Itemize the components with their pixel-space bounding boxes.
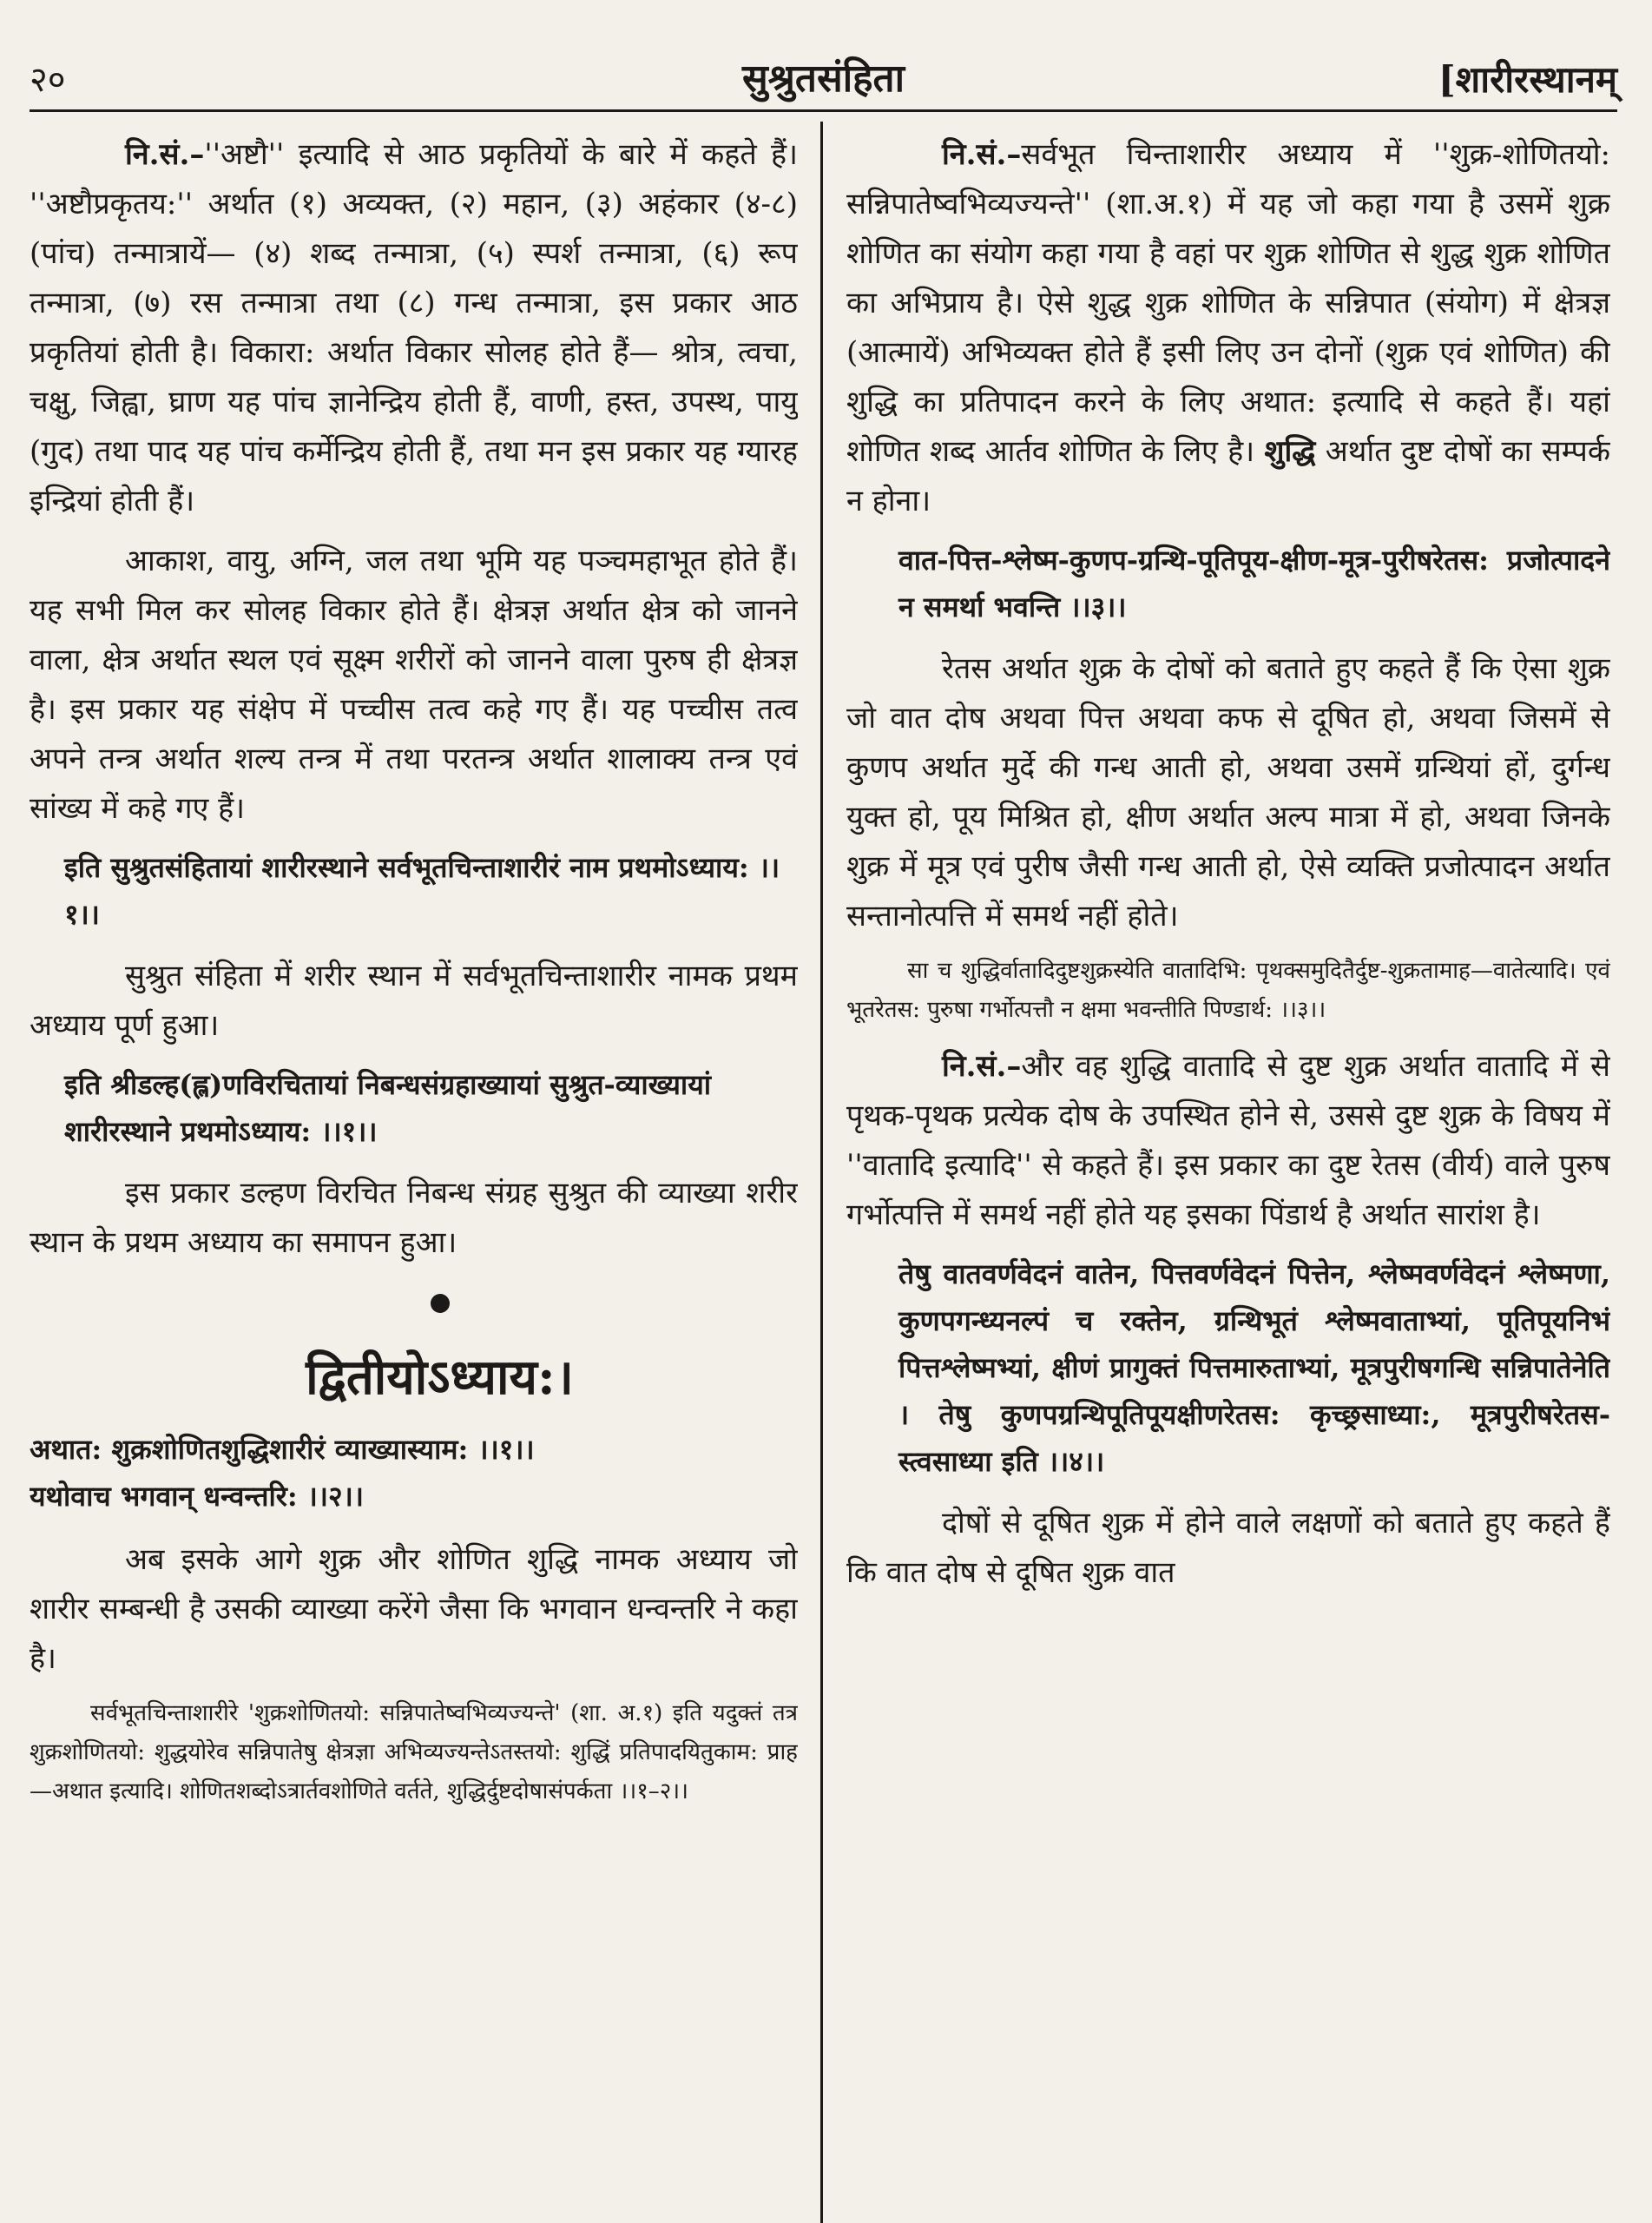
keyword-shuddhi: शुद्धि [1264,434,1316,469]
running-title: सुश्रुतसंहिता [742,56,905,101]
sutra-1: अथात: शुक्रशोणितशुद्धिशारीरं व्याख्यास्याम: ।।१।। [30,1433,535,1466]
left-paragraph-3: सुश्रुत संहिता में शरीर स्थान में सर्वभूतचिन्ताशारीर नामक प्रथम अध्याय पूर्ण हुआ। [30,959,798,1043]
left-paragraph-1 [30,130,798,526]
sutra-2: यथोवाच भगवान् धन्वन्तरि: ।।२।। [30,1480,364,1513]
chapter-title: द्वितीयोऽध्याय:। [306,1349,574,1406]
right-paragraph-3-text: और वह शुद्धि वातादि से दुष्ट शुक्र अर्थात वातादि में से पृथक-पृथक प्रत्येक दोष के उपस्थित होने से, उससे दुष्ट शुक्र के विषय में ''वातादि इत्यादि'' से कहते हैं। इस प्रकार का दुष्ट रेतस (वीर्य) वाले पुरुष गर्भोत्पत्ति में समर्थ नहीं होते यह इसका पिंडार्थ है अर्थात सारांश है। [846,1049,1610,1232]
sanskrit-commentary-1: सर्वभूतचिन्ताशारीरे 'शुक्रशोणितयो: सन्निपातेष्वभिव्यज्यन्ते' (शा. अ.१) इति यदुक्तं तत्र शुक्रशोणितयो: शुद्धयोरेव सन्निपातेषु क्षेत्रज्ञा अभिव्यज्यन्तेऽतस्तयो: शुद्धिं प्रतिपादयितुकाम: प्राह—अथात इत्यादि। शोणितशब्दोऽत्रार्तवशोणिते वर्तते, शुद्धिर्दुष्टदोषासंपर्कता ।।१–२।। [30,1700,798,1804]
sanskrit-commentary-2: सा च शुद्धिर्वातादिदुष्टशुक्रस्येति वातादिभि: पृथक्समुदितैर्दुष्ट-शुक्रतामाह—वातेत्यादि। एवं भूतरेतस: पुरुषा गर्भोत्पत्तौ न क्षमा भवन्तीति पिण्डार्थ: ।।३।। [846,958,1610,1023]
left-paragraph-5: अब इसके आगे शुक्र और शोणित शुद्धि नामक अध्याय जो शारीर सम्बन्धी है उसकी व्याख्या करेंगे जैसा कि भगवान धन्वन्तरि ने कहा है। [30,1542,798,1676]
section-separator-dot [431,1294,450,1313]
left-paragraph-1-text: ''अष्टौ'' इत्यादि से आठ प्रकृतियों के बारे में कहते हैं। ''अष्टौप्रकृतय:'' अर्थात (१) अव्यक्त, (२) महान, (३) अहंकार (४-८) (पांच) तन्मात्रायें— (४) शब्द तन्मात्रा, (५) स्पर्श तन्मात्रा, (६) रूप तन्मात्रा, (७) रस तन्मात्रा तथा (८) गन्ध तन्मात्रा, इस प्रकार आठ प्रकृतियां होती है। विकारा: अर्थात विकार सोलह होते हैं— श्रोत्र, त्वचा, चक्षु, जिह्वा, घ्राण यह पांच ज्ञानेन्द्रिय होती हैं, वाणी, हस्त, उपस्थ, पायु (गुद) तथा पाद यह पांच कर्मेन्द्रिय होती हैं, तथा मन इस प्रकार यह ग्यारह इन्द्रियां होती हैं। [30,137,798,518]
left-column [30,130,798,2197]
commentary-label: नि.सं.– [942,1049,1022,1084]
right-paragraph-3 [846,1042,1610,1240]
commentary-label: नि.सं.– [942,137,1022,172]
left-paragraph-2: आकाश, वायु, अग्नि, जल तथा भूमि यह पञ्चमहाभूत होते हैं। यह सभी मिल कर सोलह विकार होते हैं। क्षेत्रज्ञ अर्थात क्षेत्र को जानने वाला, क्षेत्र अर्थात स्थल एवं सूक्ष्म शरीरों को जानने वाला पुरुष ही क्षेत्रज्ञ है। इस प्रकार यह संक्षेप में पच्चीस तत्व कहे गए हैं। यह पच्चीस तत्व अपने तन्त्र अर्थात शल्य तन्त्र में तथा परतन्त्र अर्थात शालाक्य तन्त्र एवं सांख्य में कहे गए हैं। [30,544,798,826]
page-header [30,49,1617,112]
sutra-4: तेषु वातवर्णवेदनं वातेन, पित्तवर्णवेदनं पित्तेन, श्लेष्मवर्णवेदनं श्लेष्मणा, कुणपगन्ध्यनल्पं च रक्तेन, ग्रन्थिभूतं श्लेष्मवाताभ्यां, पूतिपूयनिभं पित्तश्लेष्मभ्यां, क्षीणं प्रागुक्तं पित्तमारुताभ्यां, मूत्रपुरीषगन्धि सन्निपातेनेति । तेषु कुणपग्रन्थिपूतिपूयक्षीणरेतस: कृच्छ्रसाध्या:, मूत्रपुरीषरेतस-स्त्वसाध्या इति ।।४।। [898,1257,1610,1478]
left-paragraph-4: इस प्रकार डल्हण विरचित निबन्ध संग्रह सुश्रुत की व्याख्या शरीर स्थान के प्रथम अध्याय का समापन हुआ। [30,1176,798,1260]
sutra-3: वात-पित्त-श्लेष्म-कुणप-ग्रन्थि-पूतिपूय-क्षीण-मूत्र-पुरीषरेतस: प्रजोत्पादने न समर्था भवन्ति ।।३।। [898,544,1610,623]
commentary-label: नि.सं.– [125,137,205,172]
section-name: [शारीरस्थानम् [1438,58,1617,101]
chapter-colophon: इति सुश्रुतसंहितायां शारीरस्थाने सर्वभूतचिन्ताशारीरं नाम प्रथमोऽध्याय: ।।१।। [64,851,780,931]
right-paragraph-1-tail: अर्थात दुष्ट दोषों का सम्पर्क न होना। [846,434,1610,518]
right-paragraph-1-text: सर्वभूत चिन्ताशारीर अध्याय में ''शुक्र-शोणितयो: सन्निपातेष्वभिव्यज्यन्ते'' (शा.अ.१) में यह जो कहा गया है उसमें शुक्र शोणित का संयोग कहा गया है वहां पर शुक्र शोणित से शुद्ध शुक्र शोणित का अभिप्राय है। ऐसे शुद्ध शुक्र शोणित के सन्निपात (संयोग) में क्षेत्रज्ञ (आत्मायें) अभिव्यक्त होते हैं इसी लिए उन दोनों (शुक्र एवं शोणित) की शुद्धि का प्रतिपादन करने के लिए अथात: इत्यादि से कहते हैं। यहां शोणित शब्द आर्तव शोणित के लिए है। [846,137,1610,469]
commentary-colophon: इति श्रीडल्ह(ह्ल)णविरचितायां निबन्धसंग्रहाख्यायां सुश्रुत-व्याख्यायां शारीरस्थाने प्रथमोऽध्याय: ।।१।। [64,1068,712,1148]
right-paragraph-1 [846,130,1610,526]
right-column [846,130,1610,2197]
right-paragraph-2: रेतस अर्थात शुक्र के दोषों को बताते हुए कहते हैं कि ऐसा शुक्र जो वात दोष अथवा पित्त अथवा कफ से दूषित हो, अथवा जिसमें से कुणप अर्थात मुर्दे की गन्ध आती हो, अथवा उसमें ग्रन्थियां हों, दुर्गन्ध युक्त हो, पूय मिश्रित हो, क्षीण अर्थात अल्प मात्रा में हो, अथवा जिनके शुक्र में मूत्र एवं पुरीष जैसी गन्ध आती हो, ऐसे व्यक्ति प्रजोत्पादन अर्थात सन्तानोत्पत्ति में समर्थ नहीं होते। [846,651,1610,933]
column-divider [820,122,823,2223]
page-number: २० [30,60,66,100]
right-paragraph-4: दोषों से दूषित शुक्र में होने वाले लक्षणों को बताते हुए कहते हैं कि वात दोष से दूषित शुक्र वात [846,1506,1610,1590]
